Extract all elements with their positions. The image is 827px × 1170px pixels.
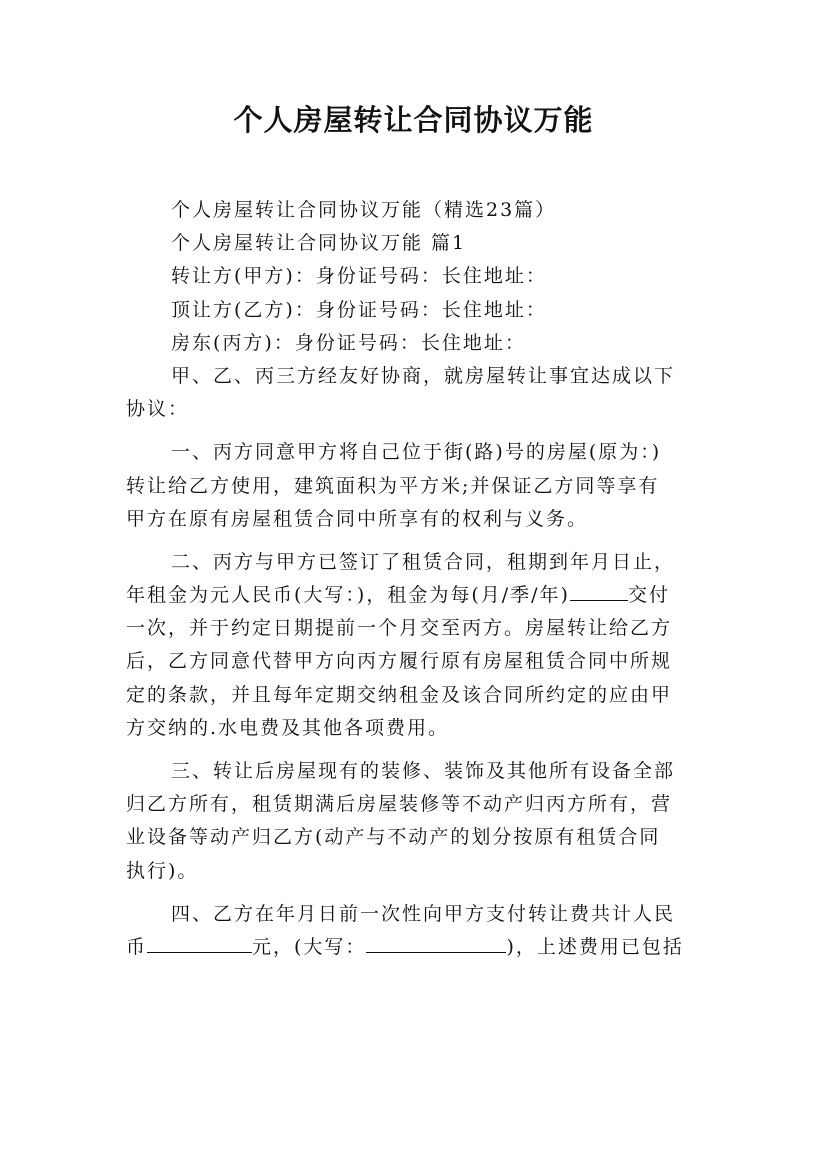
clause-4-line: 四、乙方在年月日前一次性向甲方支付转让费共计人民 (171, 902, 676, 925)
party-a-line: 转让方(甲方)：身份证号码：长住地址： (171, 265, 547, 288)
subtitle-line: 个人房屋转让合同协议万能（精选23篇） (171, 199, 557, 221)
clause-2-line: 定的条款，并且每年定期交纳租金及该合同所约定的应由甲 (126, 683, 673, 706)
clause-4-text: )，上述费用已包括 (506, 935, 684, 958)
paragraph-line: 协议： (126, 398, 190, 421)
blank-underline (147, 933, 252, 953)
paragraph-line: 甲、乙、丙三方经友好协商，就房屋转让事宜达成以下 (171, 364, 676, 387)
party-b-line: 顶让方(乙方)：身份证号码：长住地址： (171, 298, 547, 321)
clause-2-line: 方交纳的.水电费及其他各项费用。 (126, 716, 450, 739)
document-title: 个人房屋转让合同协议万能 (233, 103, 594, 137)
clause-2-line: 一次，并于约定日期提前一个月交至丙方。房屋转让给乙方 (126, 617, 673, 640)
section-heading: 个人房屋转让合同协议万能 篇1 (171, 232, 467, 255)
clause-4-line (126, 931, 710, 964)
clause-2-line: 后，乙方同意代替甲方向丙方履行原有房屋租赁合同中所规 (126, 650, 673, 673)
clause-3-line: 三、转让后房屋现有的装修、装饰及其他所有设备全部 (171, 760, 676, 782)
clause-3-line: 归乙方所有，租赁期满后房屋装修等不动产归丙方所有，营 (126, 793, 673, 816)
clause-2-text: 年租金为元人民币(大写：)，租金为每(月/季/年) (126, 584, 570, 607)
party-c-line: 房东(丙方)：身份证号码：长住地址： (171, 331, 526, 354)
blank-underline (366, 933, 506, 953)
document-body (126, 194, 710, 964)
clause-1-line: 甲方在原有房屋租赁合同中所享有的权利与义务。 (126, 507, 589, 530)
clause-3-line: 业设备等动产归乙方(动产与不动产的划分按原有租赁合同 (126, 826, 661, 849)
clause-4-text: 元，(大写： (252, 935, 367, 958)
clause-2-text: 交付 (627, 584, 670, 607)
clause-2-line (126, 579, 710, 612)
clause-4-text: 币 (126, 935, 148, 958)
blank-underline (570, 581, 628, 601)
clause-1-line: 转让给乙方使用，建筑面积为平方米;并保证乙方同等享有 (126, 474, 660, 497)
clause-2-line: 二、丙方与甲方已签订了租赁合同，租期到年月日止， (171, 550, 676, 573)
clause-1-line: 一、丙方同意甲方将自己位于街(路)号的房屋(原为：) (171, 441, 662, 464)
clause-3-line: 执行)。 (126, 859, 199, 882)
